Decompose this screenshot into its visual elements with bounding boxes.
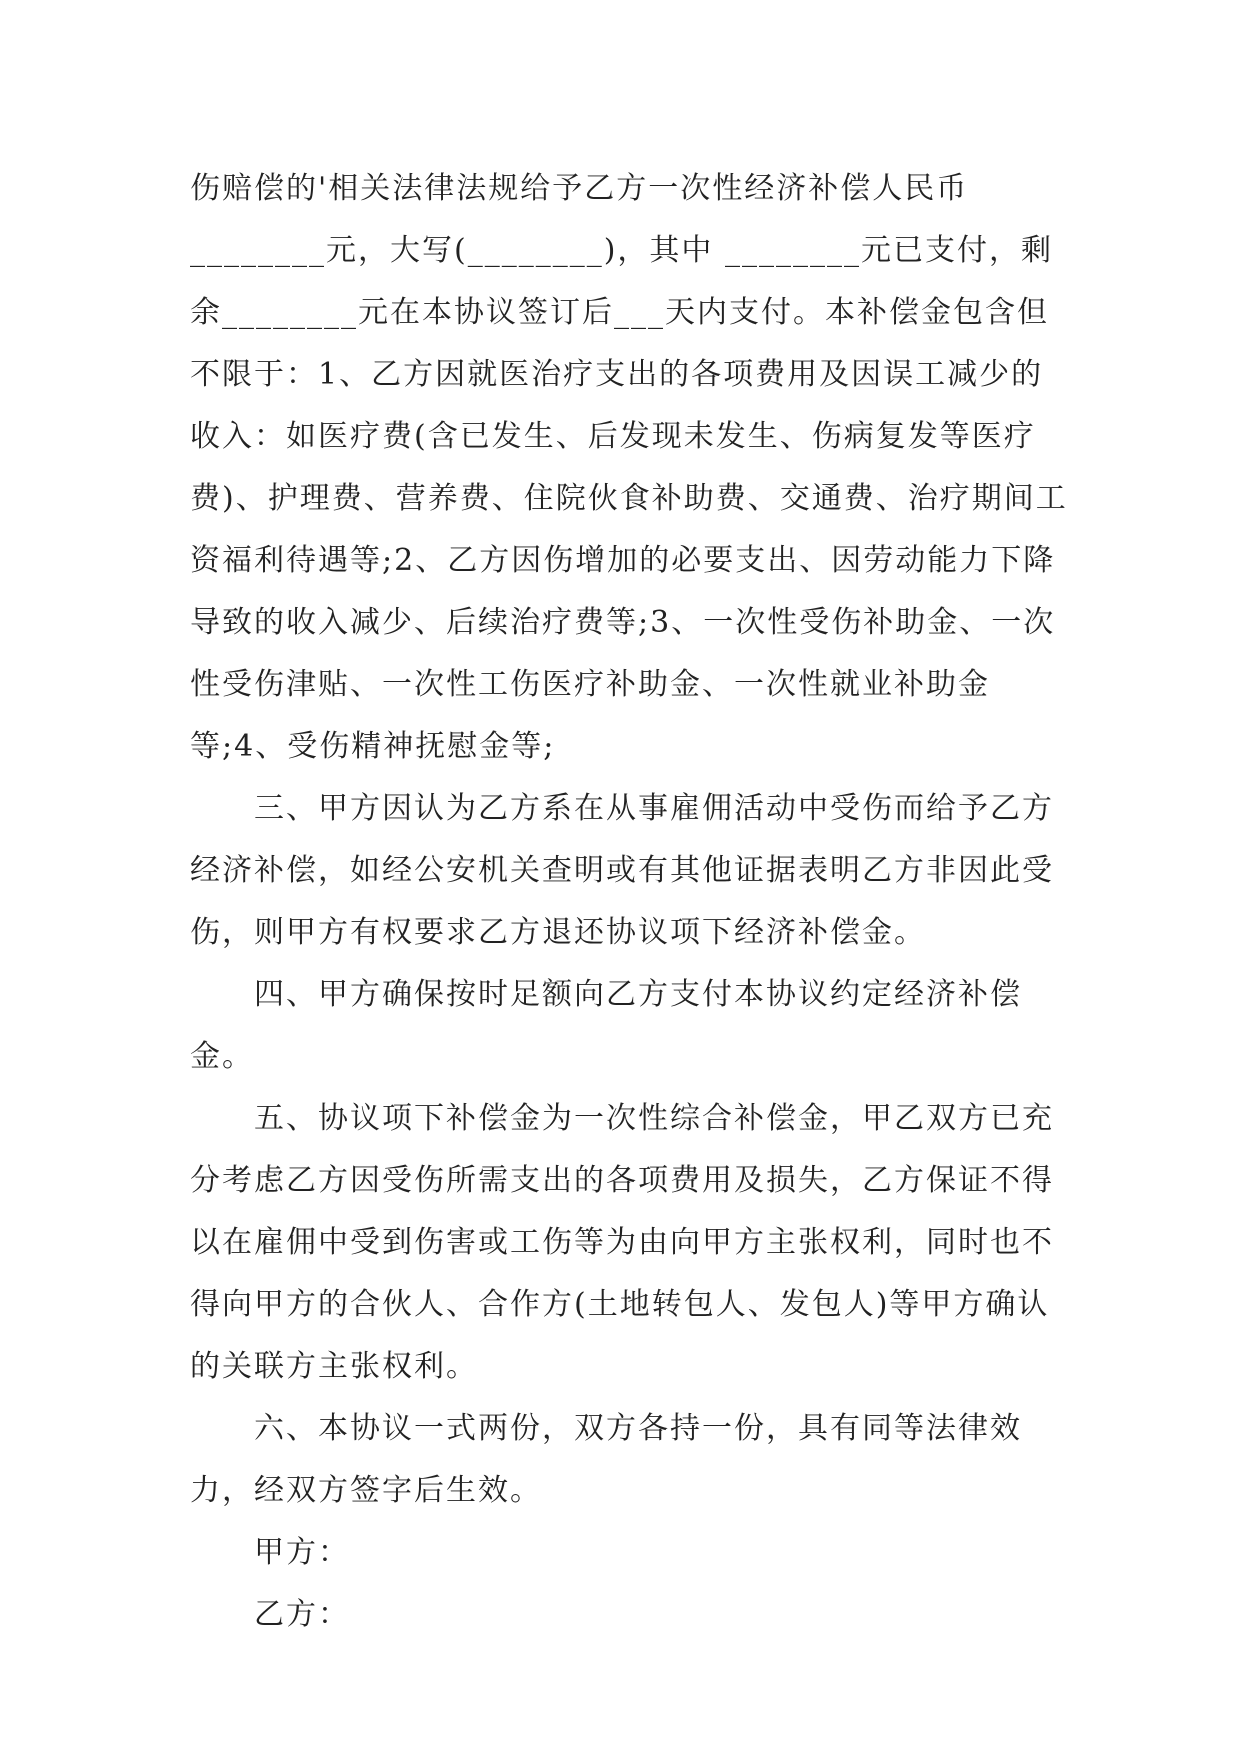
paragraph-clause-5: 五、协议项下补偿金为一次性综合补偿金，甲乙双方已充分考虑乙方因受伤所需支出的各项费用及损失，乙方保证不得以在雇佣中受到伤害或工伤等为由向甲方主张权利，同时也不得向甲方的合伙人、合作方(土地转包人、发包人)等甲方确认的关联方主张权利。 <box>190 1101 1054 1384</box>
signature-party-a: 甲方： <box>254 1535 350 1570</box>
signature-party-b: 乙方： <box>254 1597 350 1632</box>
paragraph-compensation-amount: 伤赔偿的'相关法律法规给予乙方一次性经济补偿人民币________元，大写(________)，其中 ________元已支付，剩余________元在本协议签订后___天内支付。本补偿金包含但不限于：1、乙方因就医治疗支出的各项费用及因误工减少的收入：如医疗费(含已发生、后发现未发生、伤病复发等医疗费)、护理费、营养费、住院伙食补助费、交通费、治疗期间工资福利待遇等;2、乙方因伤增加的必要支出、因劳动能力下降导致的收入减少、后续治疗费等;3、一次性受伤补助金、一次性受伤津贴、一次性工伤医疗补助金、一次性就业补助金等;4、受伤精神抚慰金等; <box>190 171 1068 764</box>
paragraph-clause-6: 六、本协议一式两份，双方各持一份，具有同等法律效力，经双方签字后生效。 <box>190 1411 1022 1508</box>
document-body <box>190 158 1070 1646</box>
paragraph-clause-4: 四、甲方确保按时足额向乙方支付本协议约定经济补偿金。 <box>190 977 1022 1074</box>
paragraph-clause-3: 三、甲方因认为乙方系在从事雇佣活动中受伤而给予乙方经济补偿，如经公安机关查明或有其他证据表明乙方非因此受伤，则甲方有权要求乙方退还协议项下经济补偿金。 <box>190 791 1054 950</box>
